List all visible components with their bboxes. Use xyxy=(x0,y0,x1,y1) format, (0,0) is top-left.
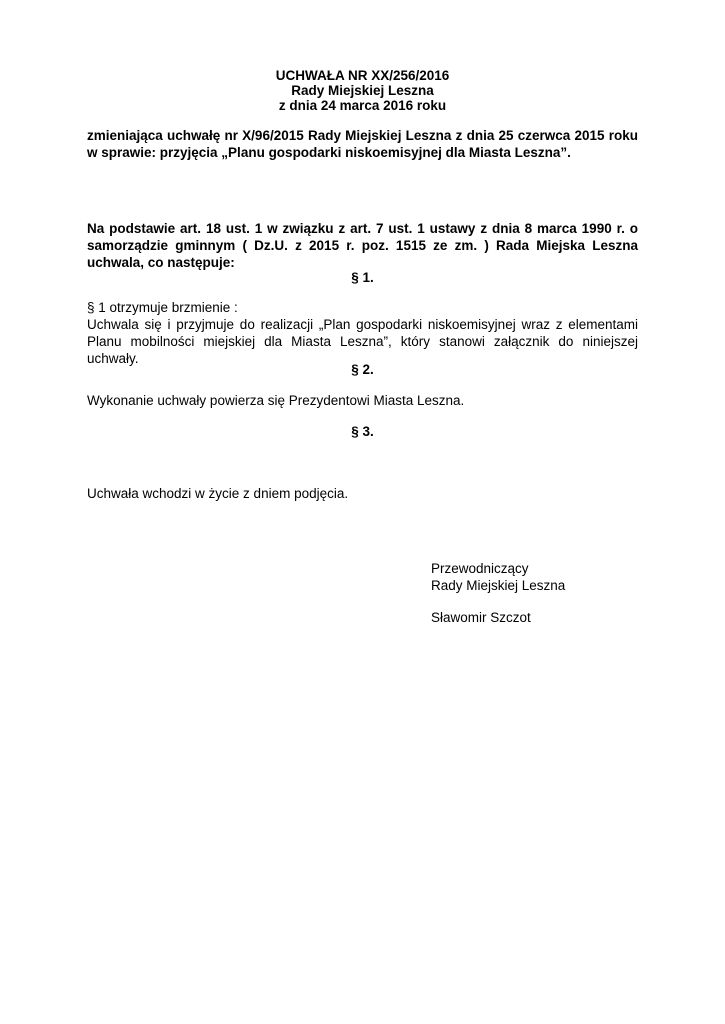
section-3-mark: § 3. xyxy=(351,424,374,439)
signatory-body: Rady Miejskiej Leszna xyxy=(431,578,566,593)
section-1-mark: § 1. xyxy=(351,270,374,285)
section-1-text: Uchwala się i przyjmuje do realizacji „Plan gospodarki niskoemisyjnej wraz z elementami Planu mobilności miejskiej dla Miasta Leszna”, który stanowi załącznik do niniejszej uchwały. xyxy=(87,317,638,366)
signatory-title: Przewodniczący xyxy=(431,561,529,576)
section-1-intro: § 1 otrzymuje brzmienie : xyxy=(87,300,238,315)
issuing-body: Rady Miejskiej Leszna xyxy=(291,83,434,98)
document-header xyxy=(0,68,725,113)
resolution-date: z dnia 24 marca 2016 roku xyxy=(278,98,447,113)
section-3-text: Uchwała wchodzi w życie z dniem podjęcia. xyxy=(87,486,349,501)
resolution-subject: zmieniająca uchwałę nr X/96/2015 Rady Miejskiej Leszna z dnia 25 czerwca 2015 roku w sprawie: przyjęcia „Planu gospodarki niskoemisyjnej dla Miasta Leszna”. xyxy=(87,128,638,160)
signatory-name: Sławomir Szczot xyxy=(431,610,531,625)
resolution-number: UCHWAŁA NR XX/256/2016 xyxy=(275,68,450,83)
section-2-mark: § 2. xyxy=(351,362,374,377)
legal-basis: Na podstawie art. 18 ust. 1 w związku z art. 7 ust. 1 ustawy z dnia 8 marca 1990 r. o samorządzie gminnym ( Dz.U. z 2015 r. poz. 1515 ze zm. ) Rada Miejska Leszna uchwala, co następuje: xyxy=(87,221,638,270)
section-2-text: Wykonanie uchwały powierza się Prezydentowi Miasta Leszna. xyxy=(87,393,465,408)
signature-block xyxy=(431,560,565,626)
